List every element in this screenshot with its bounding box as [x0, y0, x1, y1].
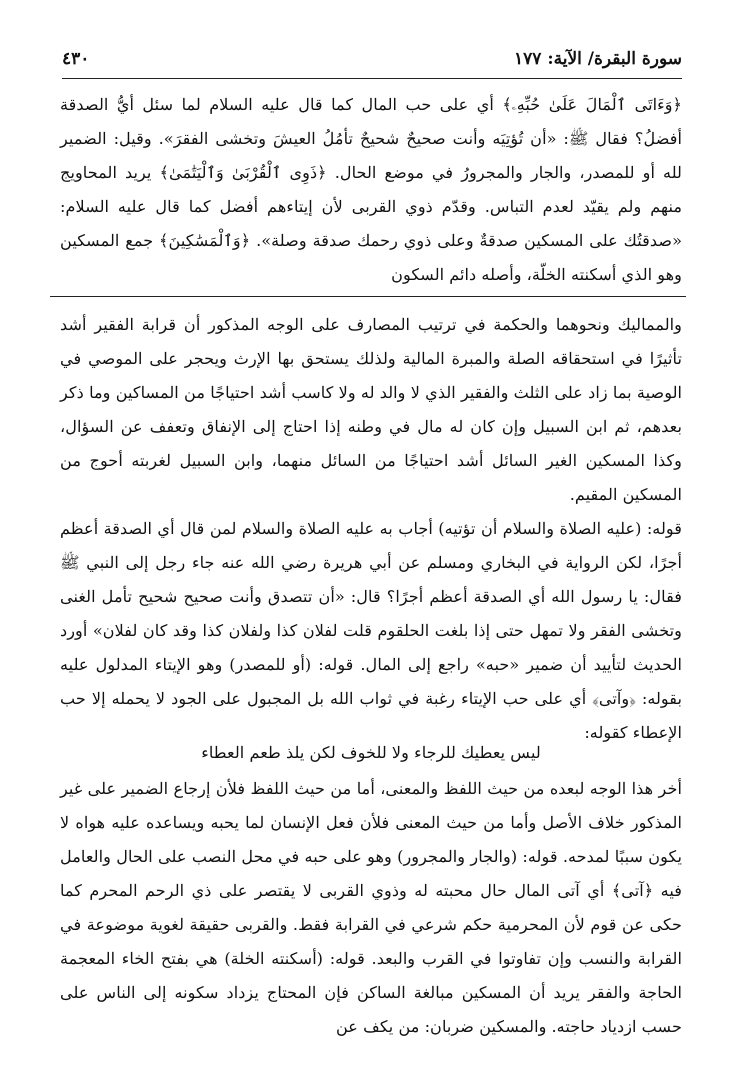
- page-number: ٤٣٠: [62, 49, 90, 69]
- commentary-paragraph-1: والمماليك ونحوهما والحكمة في ترتيب المصارف على الوجه المذكور أن قرابة الفقير أشد تأثيرًا في استحقاقه الصلة والمبرة المالية ولذلك يستحق بها الإرث ويحجر على الموصي في الوصية بما زاد على الثلث والفقير الذي لا والد له ولا كاسب أشد احتياجًا من المساكين وما ذكر بعدهم، ثم ابن السبيل وإن كان له مال في وطنه إذا احتاج إلى الإنفاق وتعفف عن السؤال، وكذا المسكين الغير السائل أشد احتياجًا من السائل منهما، وابن السبيل لغربته أحوج من المسكين المقيم.: [60, 315, 682, 504]
- commentary-block-1: [60, 308, 682, 512]
- verse-text: ليس يعطيك للرجاء ولا للخوف لكن يلذ طعم العطاء: [201, 743, 541, 762]
- header-divider: [62, 78, 682, 79]
- footnote-divider: [50, 296, 686, 297]
- commentary-block-3: [60, 772, 682, 1044]
- poetry-verse: [60, 736, 682, 770]
- surah-ayah-label: سورة البقرة/ الآية: ١٧٧: [514, 49, 682, 69]
- main-text-block: [60, 88, 682, 292]
- page-header: [62, 44, 682, 74]
- commentary-paragraph-3: أخر هذا الوجه لبعده من حيث اللفظ والمعنى، أما من حيث اللفظ فلأن إرجاع الضمير على غير المذكور خلاف الأصل وأما من حيث المعنى فلأن فعل الإنسان لما يحبه ويساعده عليه هواه لا يكون سببًا لمدحه. قوله: (والجار والمجرور) وهو على حبه في محل النصب على الحال والعامل فيه ﴿آتى﴾ أي آتى المال حال محبته له وذوي القربى لا يقتصر على ذي الرحم المحرم كما حكى عن قوم لأن المحرمية حكم شرعي في القرابة فقط. والقربى حقيقة لغوية موضوعة في القرابة والنسب وإن تفاوتوا في القرب والبعد. قوله: (أسكنته الخلة) هي بفتح الخاء المعجمة الحاجة والفقر يريد أن المسكين مبالغة الساكن فإن المحتاج يزداد سكونه إلى الناس على حسب ازدياد حاجته. والمسكين ضربان: من يكف عن: [60, 779, 682, 1036]
- commentary-block-2: [60, 512, 682, 750]
- commentary-paragraph-2: قوله: (عليه الصلاة والسلام أن تؤتيه) أجاب به عليه الصلاة والسلام لمن قال أي الصدقة أعظم أجرًا، لكن الرواية في البخاري ومسلم عن أبي هريرة رضي الله عنه جاء رجل إلى النبي ﷺ فقال: يا رسول الله أي الصدقة أعظم أجرًا؟ قال: «أن تتصدق وأنت صحيح شحيح تأمل الغنى وتخشى الفقر ولا تمهل حتى إذا بلغت الحلقوم قلت لفلان كذا ولفلان كذا وقد كان لفلان» أورد الحديث لتأييد أن ضمير «حبه» راجع إلى المال. قوله: (أو للمصدر) وهو الإيتاء المدلول عليه بقوله: ﴿وآتى﴾ أي على حب الإيتاء رغبة في ثواب الله بل المجبول على الجود لا يحمله إلا حب الإعطاء كقوله:: [60, 519, 682, 742]
- main-text: ﴿وَءَاتَى ٱلْمَالَ عَلَىٰ حُبِّهِۦ﴾ أي على حب المال كما قال عليه السلام لما سئل أيُّ الصدقة أفضلُ؟ فقال ﷺ: «أن تُؤتِيَه وأنت صحيحٌ شحيحٌ تأمُلُ العيشَ وتخشى الفقرَ». وقيل: الضمير لله أو للمصدر، والجار والمجرورُ في موضع الحال. ﴿ذَوِى ٱلْقُرْبَىٰ وَٱلْيَتَٰمَىٰ﴾ يريد المحاويج منهم ولم يقيّد لعدم التباس. وقدّم ذوي القربى لأن إيتاءهم أفضل كما قال عليه السلام: «صدقتُك على المسكين صدقةٌ وعلى ذوي رحمك صدقة وصلة». ﴿وَٱلْمَسَٰكِينَ﴾ جمع المسكين وهو الذي أسكنته الخلّة، وأصله دائم السكون: [60, 95, 682, 284]
